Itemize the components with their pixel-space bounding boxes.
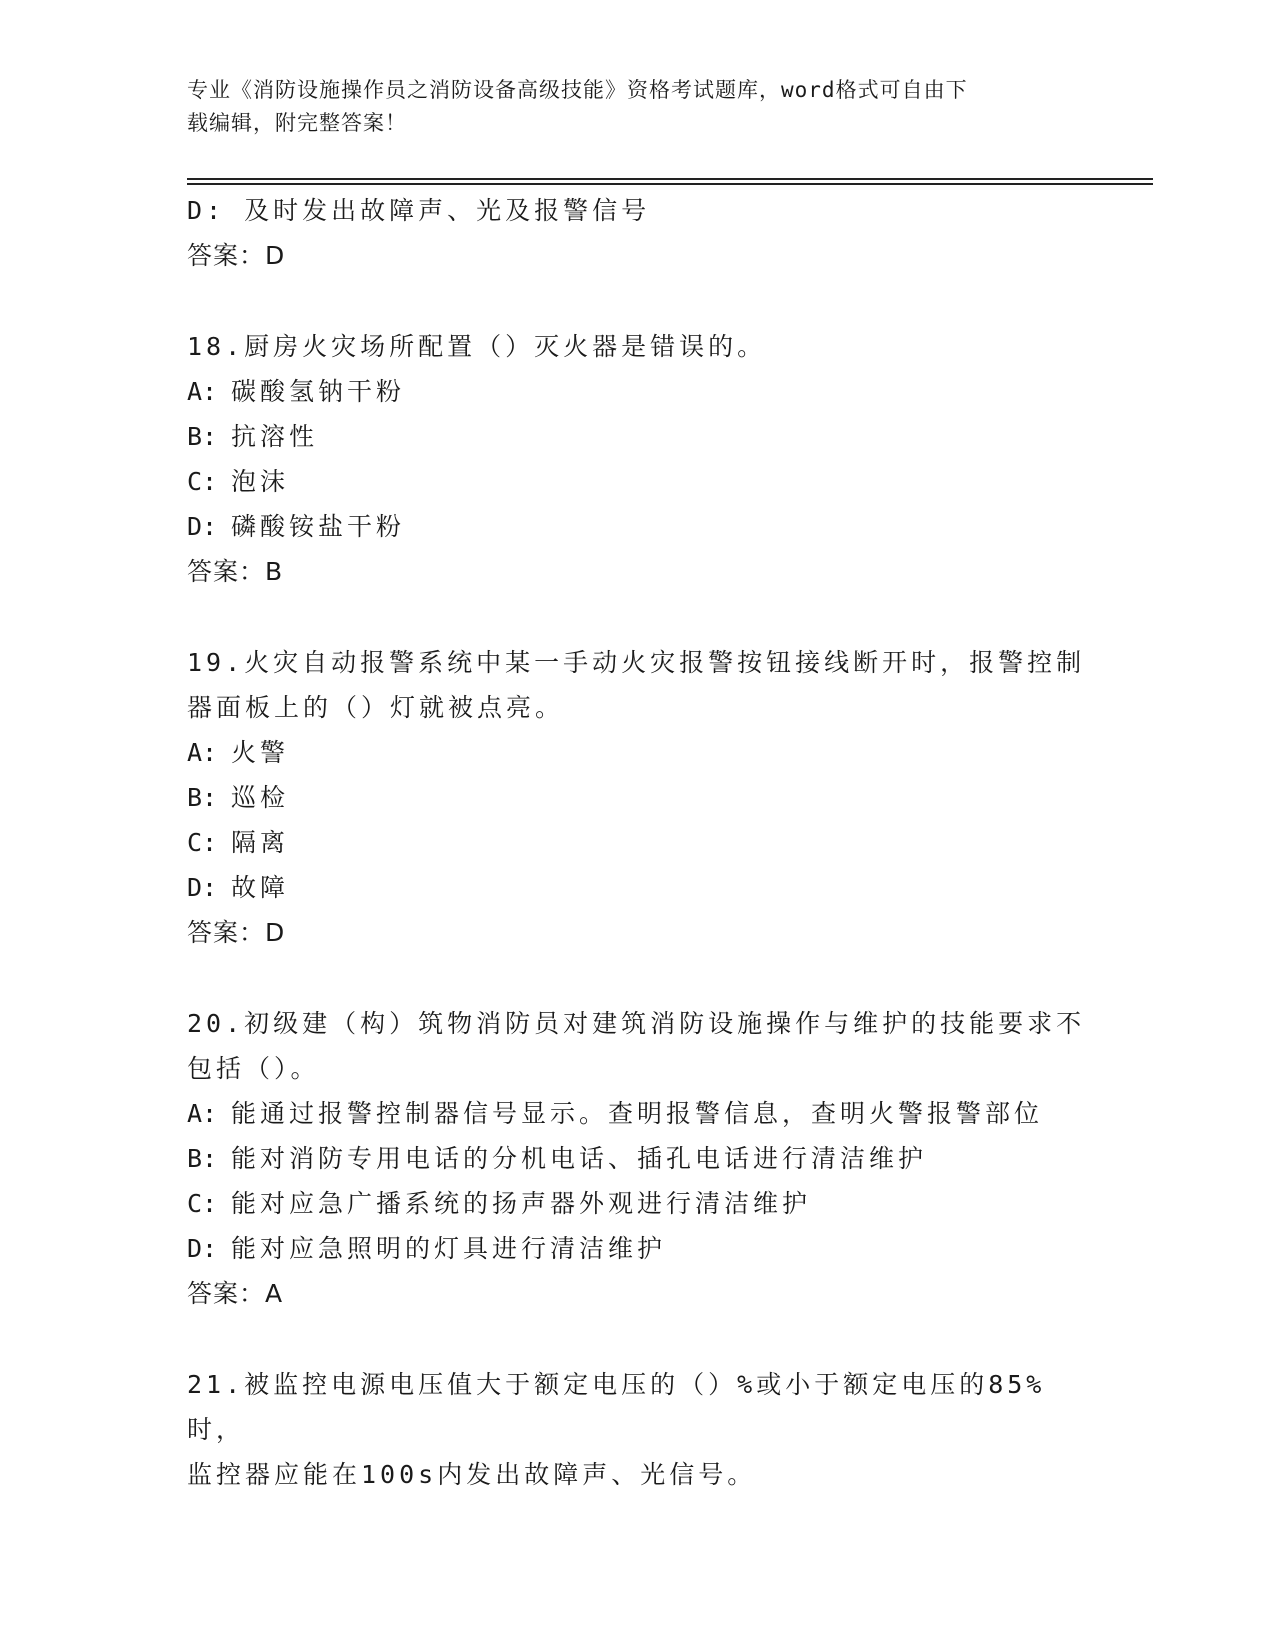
option-text: 泡沫: [231, 467, 290, 496]
option-c: [187, 1181, 1087, 1226]
option-letter: B:: [187, 783, 218, 812]
document-header: [187, 74, 1067, 140]
option-a: [187, 730, 1087, 775]
option-letter: C:: [187, 467, 218, 496]
option-letter: A:: [187, 738, 218, 767]
option-letter: D:: [187, 512, 218, 541]
option-letter: C:: [187, 1189, 218, 1218]
question-21: [187, 1362, 1087, 1497]
option-letter: D:: [187, 873, 218, 902]
option-text: 能通过报警控制器信号显示。查明报警信息，查明火警报警部位: [231, 1099, 1044, 1128]
option-letter: B:: [187, 422, 218, 451]
question-text-line-2: 器面板上的（）灯就被点亮。: [187, 693, 565, 722]
header-line-1: 专业《消防设施操作员之消防设备高级技能》资格考试题库，word格式可自由下: [187, 78, 968, 102]
option-text: 抗溶性: [231, 422, 319, 451]
option-letter: A:: [187, 1099, 218, 1128]
option-d: [187, 1226, 1087, 1271]
question-text-line-2: 监控器应能在100s内发出故障声、光信号。: [187, 1460, 757, 1489]
question-text-line-1: 19.火灾自动报警系统中某一手动火灾报警按钮接线断开时，报警控制: [187, 648, 1086, 677]
carry-over-option-d: D: 及时发出故障声、光及报警信号: [187, 196, 651, 225]
spacer: [187, 955, 1087, 1001]
option-c: [187, 820, 1087, 865]
option-text: 能对消防专用电话的分机电话、插孔电话进行清洁维护: [231, 1144, 928, 1173]
answer: 答案：A: [187, 1279, 284, 1308]
header-divider-bottom: [187, 183, 1153, 185]
option-text: 隔离: [231, 828, 290, 857]
option-d: [187, 504, 1087, 549]
question-19: [187, 640, 1087, 955]
option-letter: C:: [187, 828, 218, 857]
header-divider-top: [187, 178, 1153, 180]
option-d: [187, 865, 1087, 910]
question-18: [187, 324, 1087, 594]
question-text-line-1: 21.被监控电源电压值大于额定电压的（）%或小于额定电压的85%时，: [187, 1370, 1046, 1444]
header-line-2: 载编辑，附完整答案！: [187, 111, 407, 135]
question-text-line-1: 20.初级建（构）筑物消防员对建筑消防设施操作与维护的技能要求不: [187, 1009, 1086, 1038]
option-text: 故障: [231, 873, 290, 902]
question-list: [187, 188, 1087, 1497]
option-a: [187, 369, 1087, 414]
question-text: 18.厨房火灾场所配置（）灭火器是错误的。: [187, 332, 767, 361]
option-letter: D:: [187, 1234, 218, 1263]
question-20: [187, 1001, 1087, 1316]
option-text: 巡检: [231, 783, 290, 812]
option-text: 碳酸氢钠干粉: [231, 377, 406, 406]
option-letter: A:: [187, 377, 218, 406]
option-c: [187, 459, 1087, 504]
option-text: 磷酸铵盐干粉: [231, 512, 406, 541]
spacer: [187, 594, 1087, 640]
answer: 答案：B: [187, 557, 284, 586]
option-text: 能对应急广播系统的扬声器外观进行清洁维护: [231, 1189, 812, 1218]
option-text: 火警: [231, 738, 290, 767]
option-text: 能对应急照明的灯具进行清洁维护: [231, 1234, 667, 1263]
question-text-line-2: 包括（）。: [187, 1054, 320, 1083]
carry-over-answer: 答案：D: [187, 241, 286, 270]
spacer: [187, 278, 1087, 324]
option-b: [187, 414, 1087, 459]
option-b: [187, 1136, 1087, 1181]
spacer: [187, 1316, 1087, 1362]
option-letter: B:: [187, 1144, 218, 1173]
answer: 答案：D: [187, 918, 286, 947]
option-b: [187, 775, 1087, 820]
option-a: [187, 1091, 1087, 1136]
